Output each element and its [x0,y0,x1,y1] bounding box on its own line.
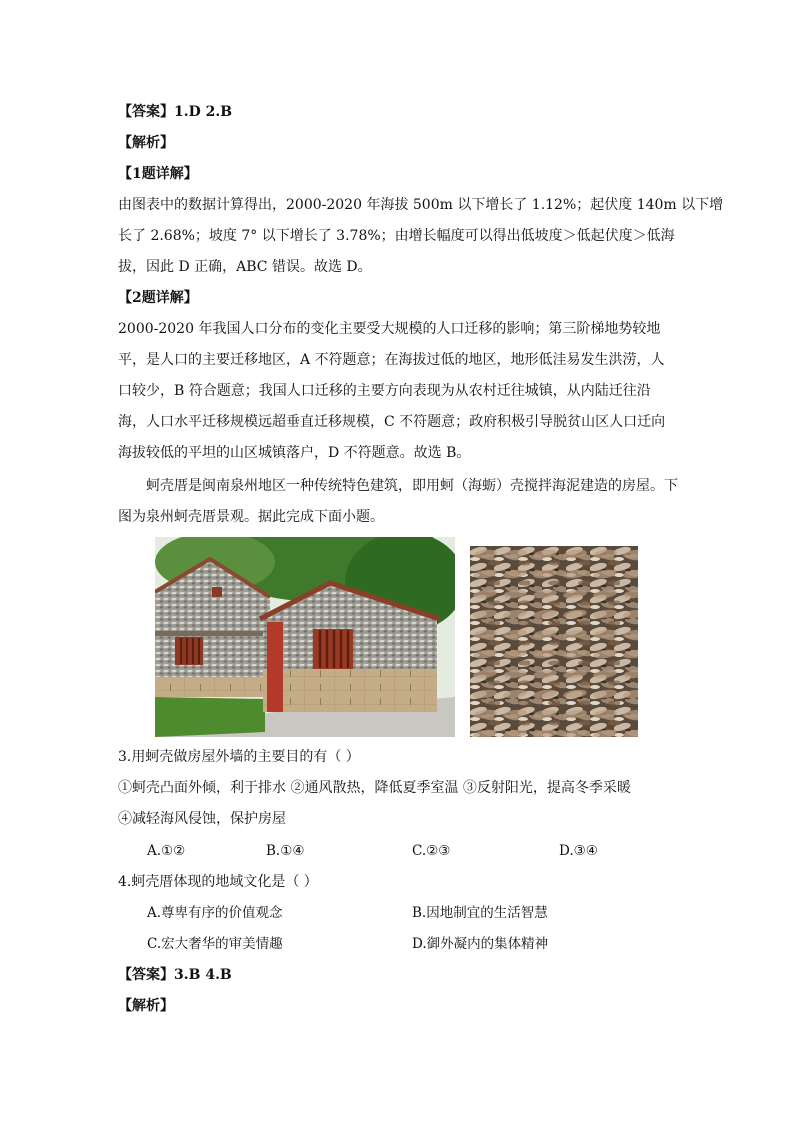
q2-detail-line: 平，是人口的主要迁移地区，A 不符题意；在海拔过低的地区，地形低洼易发生洪涝，人 [118,352,665,368]
oyster-shell-house-photo [155,537,455,737]
q3-items: ④减轻海风侵蚀，保护房屋 [118,811,286,827]
q4-option-c: C.宏大奢华的审美情趣 [147,936,283,952]
intro-line: 蚵壳厝是闽南泉州地区一种传统特色建筑，即用蚵（海蛎）壳搅拌海泥建造的房屋。下 [146,478,678,494]
q3-option-c: C.②③ [412,843,451,859]
q3-option-b: B.①④ [266,843,305,859]
analysis-heading-2: 【解析】 [118,998,174,1014]
q1-detail-line: 由图表中的数据计算得出，2000-2020 年海拔 500m 以下增长了 1.12%；起伏度 140m 以下增 [118,197,724,213]
q4-option-d: D.御外凝内的集体精神 [412,936,549,952]
oyster-shell-closeup-photo [470,546,638,737]
q2-detail-heading: 【2题详解】 [118,290,198,306]
q1-detail-heading: 【1题详解】 [118,166,198,182]
q2-detail-line: 海拔较低的平坦的山区城镇落户，D 不符题意。故选 B。 [118,445,471,461]
q4-option-a: A.尊卑有序的价值观念 [147,905,283,921]
q1-detail-line: 长了 2.68%；坡度 7° 以下增长了 3.78%；由增长幅度可以得出低坡度＞低起伏度＞低海 [118,228,675,244]
intro-line: 图为泉州蚵壳厝景观。据此完成下面小题。 [118,509,384,525]
q4-stem: 4.蚵壳厝体现的地域文化是（ ） [118,874,318,890]
answer-q1-2: 【答案】1.D 2.B [118,104,233,120]
q2-detail-line: 海，人口水平迁移规模远超垂直迁移规模，C 不符题意；政府积极引导脱贫山区人口迁向 [118,414,666,430]
q3-items: ①蚵壳凸面外倾，利于排水 ②通风散热，降低夏季室温 ③反射阳光，提高冬季采暖 [118,780,631,796]
q4-option-b: B.因地制宜的生活智慧 [412,905,548,921]
q3-option-a: A.①② [147,843,186,859]
q2-detail-line: 2000-2020 年我国人口分布的变化主要受大规模的人口迁移的影响；第三阶梯地势较地 [118,321,661,337]
answer-q3-4: 【答案】3.B 4.B [118,967,232,983]
q3-stem: 3.用蚵壳做房屋外墙的主要目的有（ ） [118,749,360,765]
q1-detail-line: 拔，因此 D 正确，ABC 错误。故选 D。 [118,259,372,275]
analysis-heading: 【解析】 [118,135,174,151]
q3-option-d: D.③④ [559,843,598,859]
q2-detail-line: 口较少，B 符合题意；我国人口迁移的主要方向表现为从农村迁往城镇，从内陆迁往沿 [118,383,651,399]
